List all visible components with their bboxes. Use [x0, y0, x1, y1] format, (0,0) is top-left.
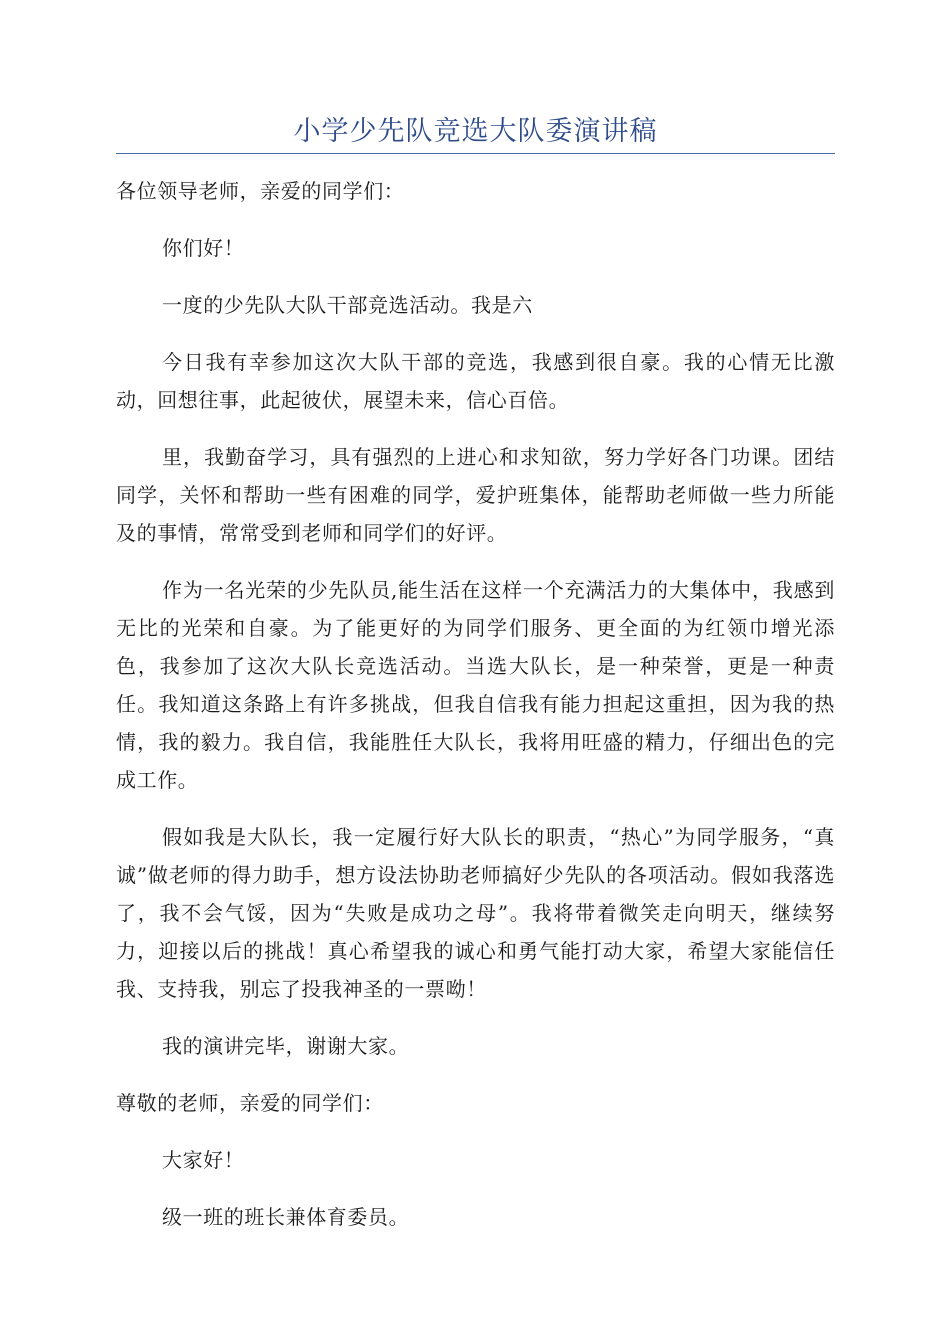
paragraph-greeting-1: 各位领导老师，亲爱的同学们： [116, 179, 405, 203]
paragraph-pioneer: 作为一名光荣的少先队员,能生活在这样一个充满活力的大集体中，我感到无比的光荣和自豪。为了能更好的为同学们服务、更全面的为红领巾增光添色，我参加了这次大队长竞选活动。当选大队长，是一种荣誉，更是一种责任。我知道这条路上有许多挑战，但我自信我有能力担起这重担，因为我的热情，我的毅力。我自信，我能胜任大队长，我将用旺盛的精力，仔细出色的完成工作。 [116, 578, 835, 792]
document-page [116, 112, 835, 1255]
paragraph-intro-1: 一度的少先队大队干部竞选活动。我是六 [162, 293, 533, 317]
paragraph-intro-2: 级一班的班长兼体育委员。 [162, 1205, 410, 1229]
paragraph-hello-2: 大家好！ [162, 1148, 245, 1172]
paragraph-feeling: 今日我有幸参加这次大队干部的竞选，我感到很自豪。我的心情无比激动，回想往事，此起彼伏，展望未来，信心百倍。 [116, 350, 835, 412]
paragraph-greeting-2: 尊敬的老师，亲爱的同学们： [116, 1091, 384, 1115]
paragraph-closing: 我的演讲完毕，谢谢大家。 [162, 1034, 410, 1058]
title-underline [116, 153, 835, 154]
paragraph-promise: 假如我是大队长，我一定履行好大队长的职责，“热心”为同学服务，“真诚”做老师的得力助手，想方设法协助老师搞好少先队的各项活动。假如我落选了，我不会气馁，因为“失败是成功之母”。我将带着微笑走向明天，继续努力，迎接以后的挑战！真心希望我的诚心和勇气能打动大家，希望大家能信任我、支持我，别忘了投我神圣的一票呦！ [116, 825, 835, 1001]
paragraph-study: 里，我勤奋学习，具有强烈的上进心和求知欲，努力学好各门功课。团结同学，关怀和帮助一些有困难的同学，爱护班集体，能帮助老师做一些力所能及的事情，常常受到老师和同学们的好评。 [116, 445, 835, 545]
document-title: 小学少先队竞选大队委演讲稿 [293, 116, 658, 147]
paragraph-hello-1: 你们好！ [162, 236, 245, 260]
